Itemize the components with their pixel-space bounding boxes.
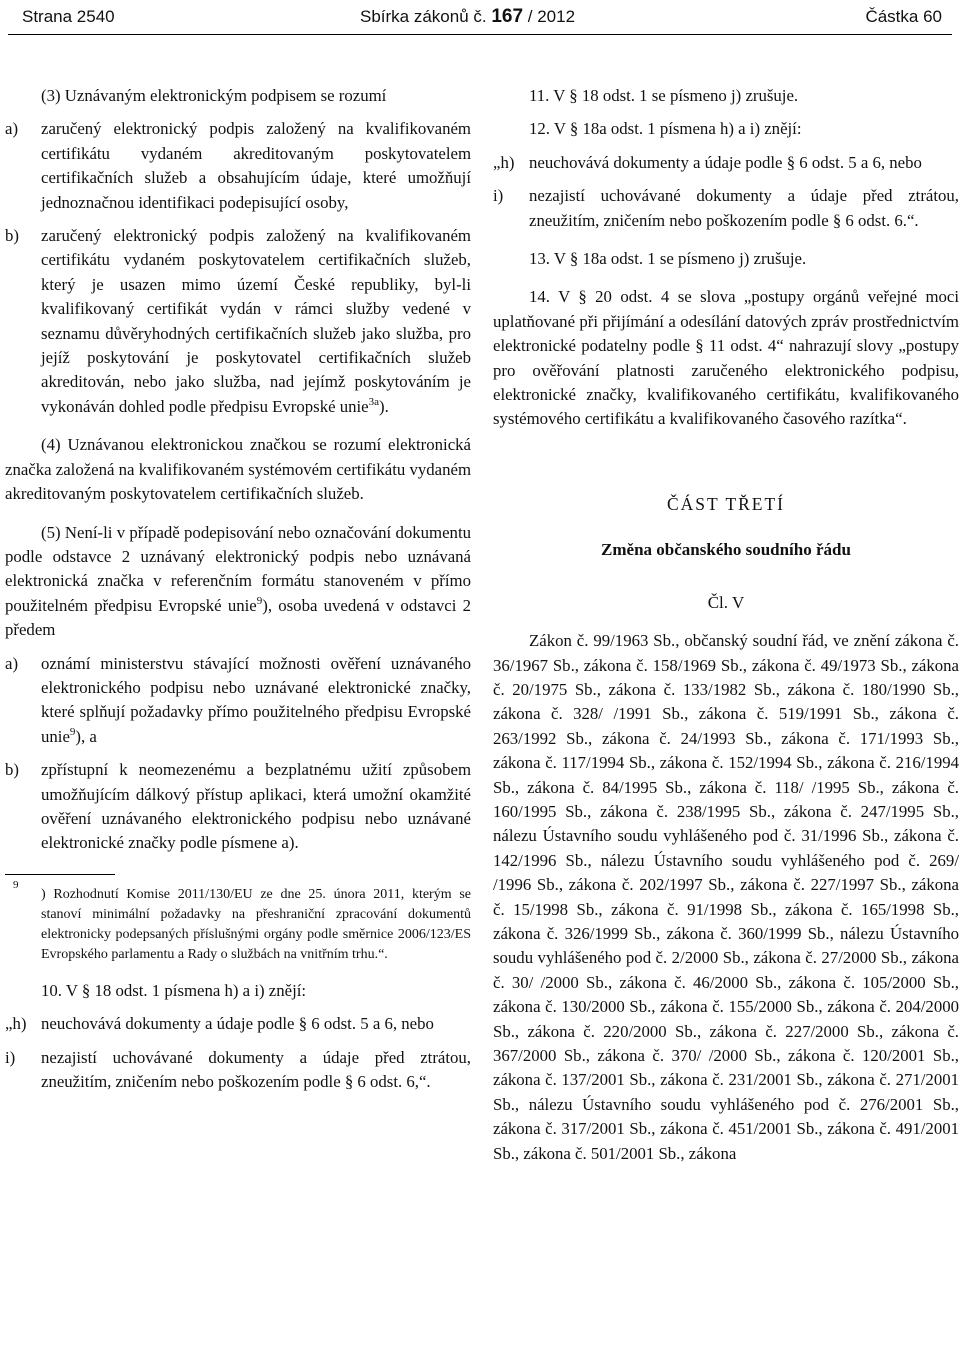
footnote-divider	[5, 874, 115, 875]
list-item: „h) neuchovává dokumenty a údaje podle § 6 odst. 5 a 6, nebo	[5, 1014, 434, 1034]
page-header	[8, 0, 952, 35]
list-item: „h) neuchovává dokumenty a údaje podle § 6 odst. 5 a 6, nebo	[493, 152, 922, 172]
footnote-reference: 3a	[368, 395, 380, 408]
list-item: a) oznámí ministerstvu stávající možnosti ověření uznávaného elektronického podpisu nebo uznávané elektronické značky, které splňují požadavky přímo použitelného předpisu Evropské unie$^9$), a	[5, 653, 471, 746]
footnote-reference: 9	[256, 594, 263, 607]
issue-part: Částka 60	[865, 7, 942, 26]
list-item: b) zpřístupní k neomezenému a bezplatnému užití způsobem umožňujícím dálkový přístup aplikaci, která umožní okamžité ověření uznávaného elektronického podpisu nebo uznávané elektronické značky podle písmene a).	[5, 760, 471, 853]
right-column	[493, 84, 959, 1166]
footnote-reference: 9	[69, 725, 76, 738]
part-subtitle: Změna občanského soudního řádu	[601, 540, 851, 560]
part-title: ČÁST TŘETÍ	[666, 493, 786, 514]
page-number: Strana 2540	[22, 7, 115, 26]
list-item: i) nezajistí uchovávané dokumenty a údaje před ztrátou, zneužitím, zničením nebo poškozením podle § 6 odst. 6.“.	[493, 186, 959, 230]
point-13: 13. V § 18a odst. 1 se písmeno j) zrušuje.	[529, 249, 807, 269]
point-14: 14. V § 20 odst. 4 se slova „postupy orgánů veřejné moci uplatňované při přijímání a odesílání datových zpráv prostřednictvím elektronické podatelny podle § 11 odst. 4“ nahrazují slovy „postupy pro ověřování platnosti zaručeného elektronického podpisu, elektronické značky, kvalifikovaného certifikátu, kvalifikovaného systémového certifikátu a kvalifikovaného časového razítka“.	[493, 287, 959, 429]
collection-reference: Sbírka zákonů č. 167 / 2012	[360, 6, 576, 27]
left-column	[5, 84, 471, 1094]
article-heading: Čl. V	[707, 592, 745, 612]
law-number: 167	[491, 6, 524, 27]
list-item: i) nezajistí uchovávané dokumenty a údaje před ztrátou, zneužitím, zničením nebo poškozením podle § 6 odst. 6,“.	[5, 1047, 471, 1091]
list-item: b) zaručený elektronický podpis založený na kvalifikovaném certifikátu vydaném poskytovatelem certifikačních služeb, který je usazen mimo území České republiky, byl-li kvalifikovaný certifikát vydán v rámci služby vedené v seznamu důvěryhodných certifikačních služeb jako služba, pro jejíž poskytování je poskytovatel certifikačních služeb akreditován, nebo jako služba, nad jejímž poskytováním je vykonáván dohled podle předpisu Evropské unie$^{3a}$).	[5, 226, 471, 416]
list-item: a) zaručený elektronický podpis založený na kvalifikovaném certifikátu vydaném akreditovaným poskytovatelem certifikačních služeb a obsahujícím údaje, které umožňují jednoznačnou identifikaci podepisující osoby,	[5, 119, 471, 212]
paragraph-3-intro: (3) Uznávaným elektronickým podpisem se rozumí	[41, 86, 387, 105]
article-text: Zákon č. 99/1963 Sb., občanský soudní řád, ve znění zákona č. 36/1967 Sb., zákona č. 158/1969 Sb., zákona č. 49/1973 Sb., zákona č. 20/1975 Sb., zákona č. 133/1982 Sb., zákona č. 180/1990 Sb., zákona č. 328/ /1991 Sb., zákona č. 519/1991 Sb., zákona č. 263/1992 Sb., zákona č. 24/1993 Sb., zákona č. 171/1993 Sb., zákona č. 117/1994 Sb., zákona č. 152/1994 Sb., zákona č. 216/1994 Sb., zákona č. 84/1995 Sb., zákona č. 118/ /1995 Sb., zákona č. 160/1995 Sb., zákona č. 238/1995 Sb., zákona č. 247/1995 Sb., nálezu Ústavního soudu vyhlášeného pod č. 31/1996 Sb., zákona č. 142/1996 Sb., nálezu Ústavního soudu vyhlášeného pod č. 269/ /1996 Sb., zákona č. 202/1997 Sb., zákona č. 227/1997 Sb., zákona č. 15/1998 Sb., zákona č. 91/1998 Sb., zákona č. 165/1998 Sb., zákona č. 326/1999 Sb., zákona č. 360/1999 Sb., nálezu Ústavního soudu vyhlášeného pod č. 2/2000 Sb., zákona č. 27/2000 Sb., zákona č. 30/ /2000 Sb., zákona č. 46/2000 Sb., zákona č. 105/2000 Sb., zákona č. 130/2000 Sb., zákona č. 155/2000 Sb., zákona č. 204/2000 Sb., zákona č. 220/2000 Sb., zákona č. 227/2000 Sb., zákona č. 367/2000 Sb., zákona č. 370/ /2000 Sb., zákona č. 120/2001 Sb., zákona č. 137/2001 Sb., zákona č. 231/2001 Sb., zákona č. 271/2001 Sb., nálezu Ústavního soudu vyhlášeného pod č. 276/2001 Sb., zákona č. 317/2001 Sb., zákona č. 451/2001 Sb., zákona č. 491/2001 Sb., zákona č. 501/2001 Sb., zákona	[493, 631, 959, 1163]
footnote: 9 ) Rozhodnutí Komise 2011/130/EU ze dne 25. února 2011, kterým se stanoví minimální požadavky na přeshraniční zpracování dokumentů elektronicky podepsaných příslušnými orgány podle směrnice 2006/123/ES Evropského parlamentu a Rady o službách na vnitřním trhu.“.	[13, 878, 471, 962]
point-10: 10. V § 18 odst. 1 písmena h) a i) znějí:	[41, 980, 307, 1000]
point-12: 12. V § 18a odst. 1 písmena h) a i) znějí:	[529, 119, 802, 139]
point-11: 11. V § 18 odst. 1 se písmeno j) zrušuje.	[529, 86, 799, 105]
paragraph-4: (4) Uznávanou elektronickou značkou se rozumí elektronická značka založená na kvalifikovaném systémovém certifikátu vydaném akreditovaným poskytovatelem certifikačních služeb.	[5, 435, 471, 504]
paragraph-5: (5) Není-li v případě podepisování nebo označování dokumentu podle odstavce 2 uznávaný elektronický podpis nebo uznávaná elektronická značka v referenčním formátu stanoveném v přímo použitelném předpisu Evropské unie$^9$), osoba uvedená v odstavci 2 předem	[5, 522, 471, 640]
